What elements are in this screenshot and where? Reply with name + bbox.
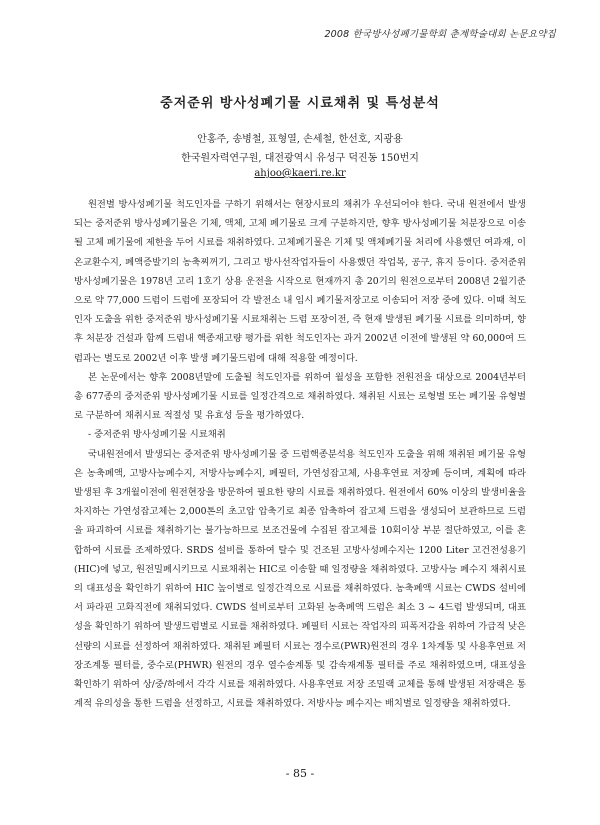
running-head: 2008 한국방사성폐기물학회 춘계학술대회 논문요약집 — [324, 29, 556, 40]
abstract-paragraph: 본 논문에서는 향후 2008년말에 도출될 척도인자를 위하여 월성을 포함한 전원전을 대상으로 2004년부터 총 677종의 중저준위 방사성폐기물 시료를 일정간격으로 채취하였다. 채취된 시료는 로형별 또는 폐기물 유형별로 구분하여 채취시료 적절성 및 유효성 등을 평가하였다. — [74, 371, 526, 422]
abstract-paragraph: 원전별 방사성폐기물 척도인자를 구하기 위해서는 현장시료의 채취가 우선되어야 한다. 국내 원전에서 발생되는 중저준위 방사성폐기물은 기체, 액체, 고체 폐기물로 크게 구분하지만, 향후 방사성폐기물 처분장으로 이송될 고체 폐기물에 제한을 두어 시료를 채취하였다. 고체폐기물은 기체 및 액체폐기물 처리에 사용했던 여과재, 이온교환수지, 폐액증발기의 농축찌꺼기, 그리고 방사선작업자들이 사용했던 작업복, 공구, 휴지 등이다. 중저준위 방사성폐기물은 1978년 고리 1호기 상용 운전을 시작으로 현재까지 총 20기의 원전으로부터 2008년 2월기준으로 약 77,000 드럼이 드럼에 포장되어 각 발전소 내 임시 폐기물저장고로 이송되어 저장 중에 있다. 이때 척도인자 도출을 위한 중저준위 방사성폐기물 시료채취는 드럼 포장이전, 즉 현재 발생된 폐기물 시료를 의미하며, 향후 처분장 건설과 함께 드럼내 핵종재고량 평가를 위한 척도인자는 과거 2002년 이전에 발생된 약 60,000여 드럼과는 별도로 2002년 이후 발생 폐기물드럼에 대해 적용할 예정이다. — [74, 199, 526, 364]
section-heading: - 중저준위 방사성폐기물 시료채취 — [87, 429, 226, 441]
section-paragraph: 국내원전에서 발생되는 중저준위 방사성폐기물 중 드럼핵종분석용 척도인자 도출을 위해 채취된 폐기물 유형은 농축폐액, 고방사능폐수지, 저방사능폐수지, 폐필터, 가연성잡고체, 사용후연료 저장폐 등이며, 계획에 따라 발생된 후 3개월이전에 원전현장을 방문하여 필요한 량의 시료를 채취하였다. 원전에서 60% 이상의 발생비율을 차지하는 가연성잡고체는 2,000톤의 초고압 압축기로 최종 압축하여 잡고체 드럼을 생성되어 보관하므로 드럼을 파괴하여 시료를 채취하기는 불가능하므로 보조건물에 수집된 잡고체를 10회이상 부분 절단하였고, 이를 혼합하여 시료를 조제하였다. SRDS 설비를 통하여 탈수 및 건조된 고방사성폐수지는 1200 Liter 고건전성용기(HIC)에 넣고, 원전밀폐시키므로 시료채취는 HIC로 이송할 때 일정량을 채취하였다. 고방사능 폐수지 채취시료의 대표성을 확인하기 위하여 HIC 높이별로 일정간격으로 시료를 채취하였다. 농축폐액 시료는 CWDS 설비에서 파라핀 고화직전에 채취되었다. CWDS 설비로부터 고화된 농축폐액 드럼은 최소 3 ~ 4드럼 발생되며, 대표성을 확인하기 위하여 발생드럼별로 시료를 채취하였다. 폐필터 시료는 작업자의 피폭저감을 위하여 가급적 낮은 선량의 시료를 선정하여 채취하였다. 채취된 폐필터 시료는 경수로(PWR)원전의 경우 1차계통 및 사용후연료 저장조계통 필터를, 중수로(PHWR) 원전의 경우 열수송계통 및 감속재계통 필터를 주로 채취하였으며, 대표성을 확인하기 위하여 상/중/하에서 각각 시료를 채취하였다. 사용후연료 저장 조밀랙 교체를 통해 발생된 저장랙은 통계적 유의성을 통한 드럼을 선정하고, 시료를 채취하였다. 저방사능 폐수지는 배치별로 일정량을 채취하였다. — [74, 448, 526, 710]
author-email[interactable]: ahjoo@kaeri.re.kr — [254, 168, 346, 179]
paper-title: 중저준위 방사성폐기물 시료채취 및 특성분석 — [160, 96, 440, 111]
authors: 안홍주, 송병철, 표형열, 손세철, 한선호, 지광용 — [197, 134, 403, 145]
paper-body — [74, 195, 526, 713]
page-number: - 85 - — [285, 767, 315, 780]
affiliation: 한국원자력연구원, 대전광역시 유성구 덕진동 150번지 — [181, 153, 419, 164]
